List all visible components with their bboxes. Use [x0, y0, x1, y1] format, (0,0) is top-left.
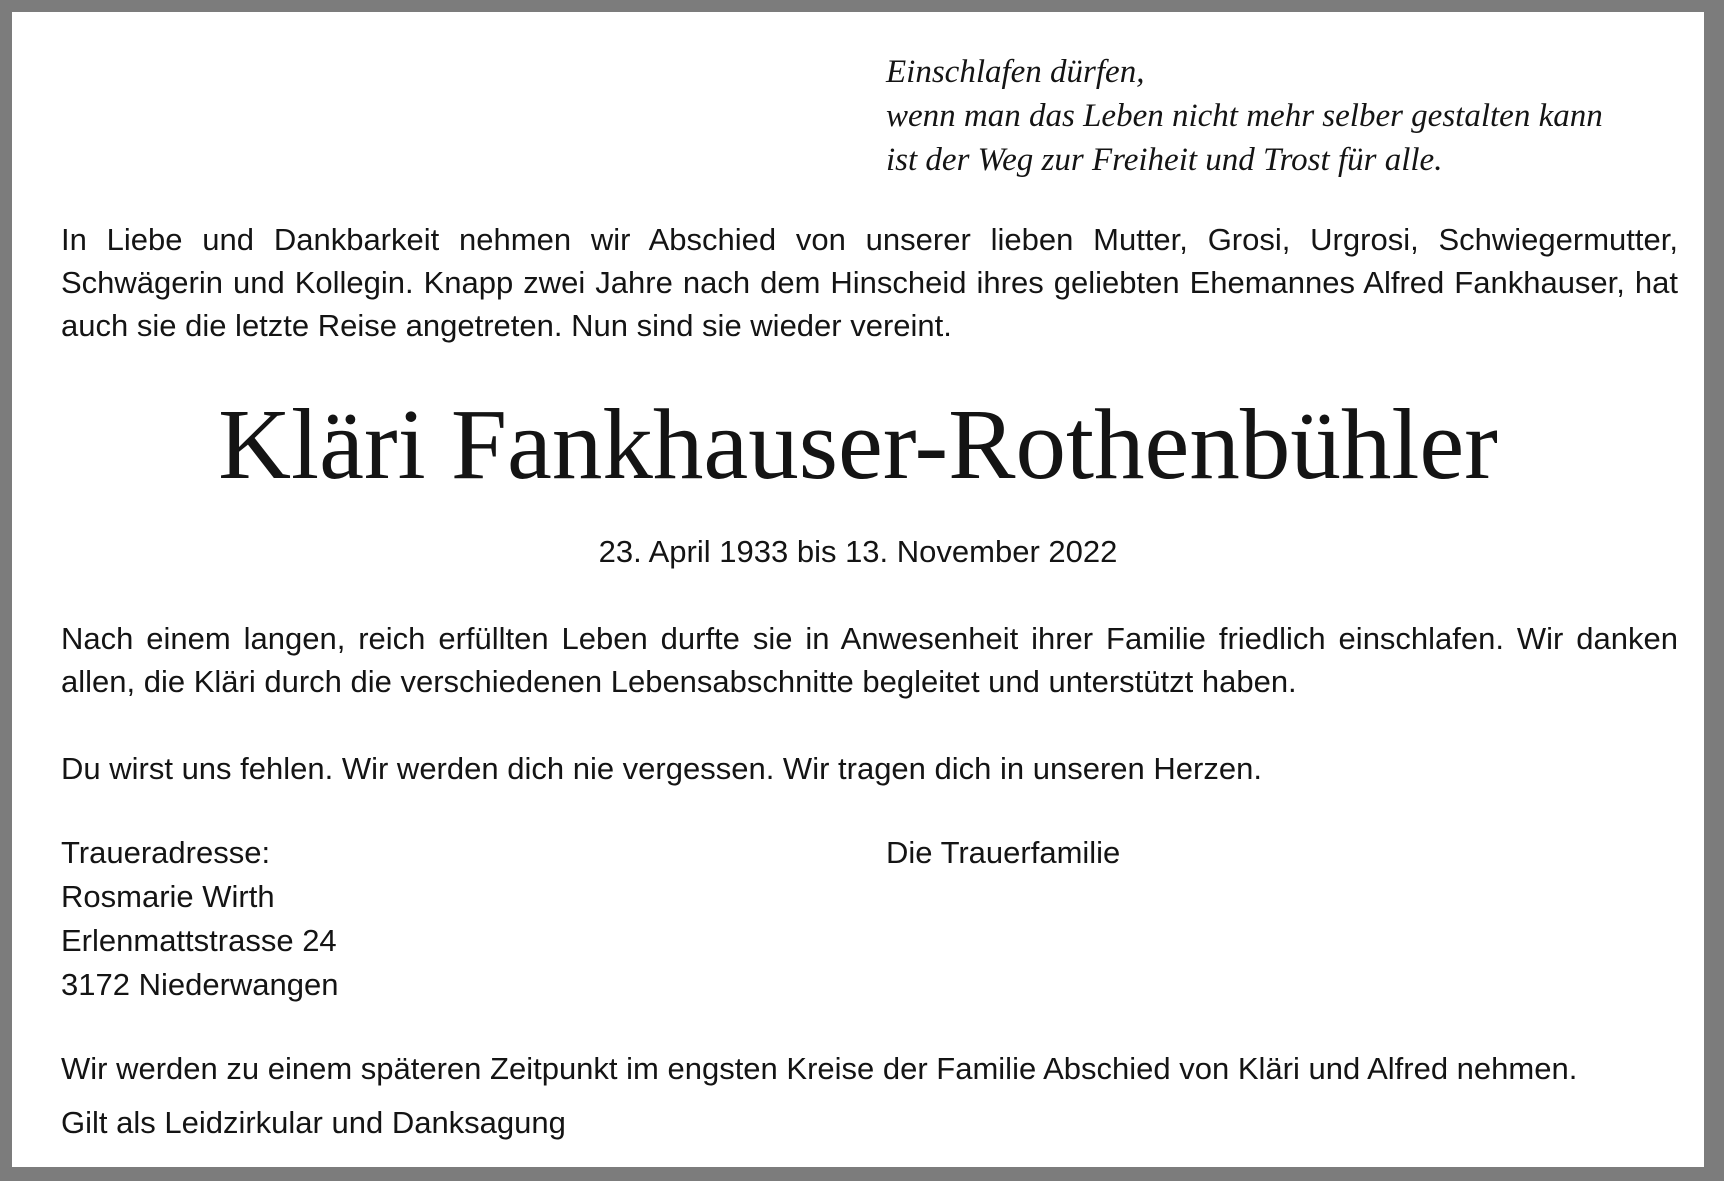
poem-line: Einschlafen dürfen, — [886, 54, 1145, 90]
address-name: Rosmarie Wirth — [61, 879, 275, 914]
thanks-paragraph: Nach einem langen, reich erfüllten Leben durfte sie in Anwesenheit ihrer Familie friedlich einschlafen. Wir danken allen, die Kläri durch die verschiedenen Lebensabschnitte begleitet und unterstützt haben. — [61, 621, 1678, 699]
circular-note: Gilt als Leidzirkular und Danksagung — [61, 1105, 566, 1140]
farewell-note: Wir werden zu einem späteren Zeitpunkt im engsten Kreise der Familie Abschied von Kläri und Alfred nehmen. — [61, 1051, 1578, 1086]
family-signature: Die Trauerfamilie — [886, 835, 1121, 870]
mourning-address — [61, 831, 339, 1007]
address-label: Traueradresse: — [61, 835, 271, 870]
intro-paragraph: In Liebe und Dankbarkeit nehmen wir Abschied von unserer lieben Mutter, Grosi, Urgrosi, Schwiegermutter, Schwägerin und Kollegin. Knapp zwei Jahre nach dem Hinscheid ihres geliebten Ehemannes Alfred Fankhauser, hat auch sie die letzte Reise angetreten. Nun sind sie wieder vereint. — [61, 222, 1678, 343]
address-city: 3172 Niederwangen — [61, 967, 339, 1002]
obituary-notice — [12, 12, 1704, 1167]
deceased-name: Kläri Fankhauser-Rothenbühler — [218, 388, 1498, 500]
poem-line: ist der Weg zur Freiheit und Trost für alle. — [886, 142, 1443, 178]
poem-line: wenn man das Leben nicht mehr selber gestalten kann — [886, 98, 1603, 134]
address-street: Erlenmattstrasse 24 — [61, 923, 337, 958]
life-dates: 23. April 1933 bis 13. November 2022 — [598, 534, 1118, 569]
poem — [886, 50, 1676, 182]
miss-paragraph: Du wirst uns fehlen. Wir werden dich nie vergessen. Wir tragen dich in unseren Herzen. — [61, 751, 1262, 786]
